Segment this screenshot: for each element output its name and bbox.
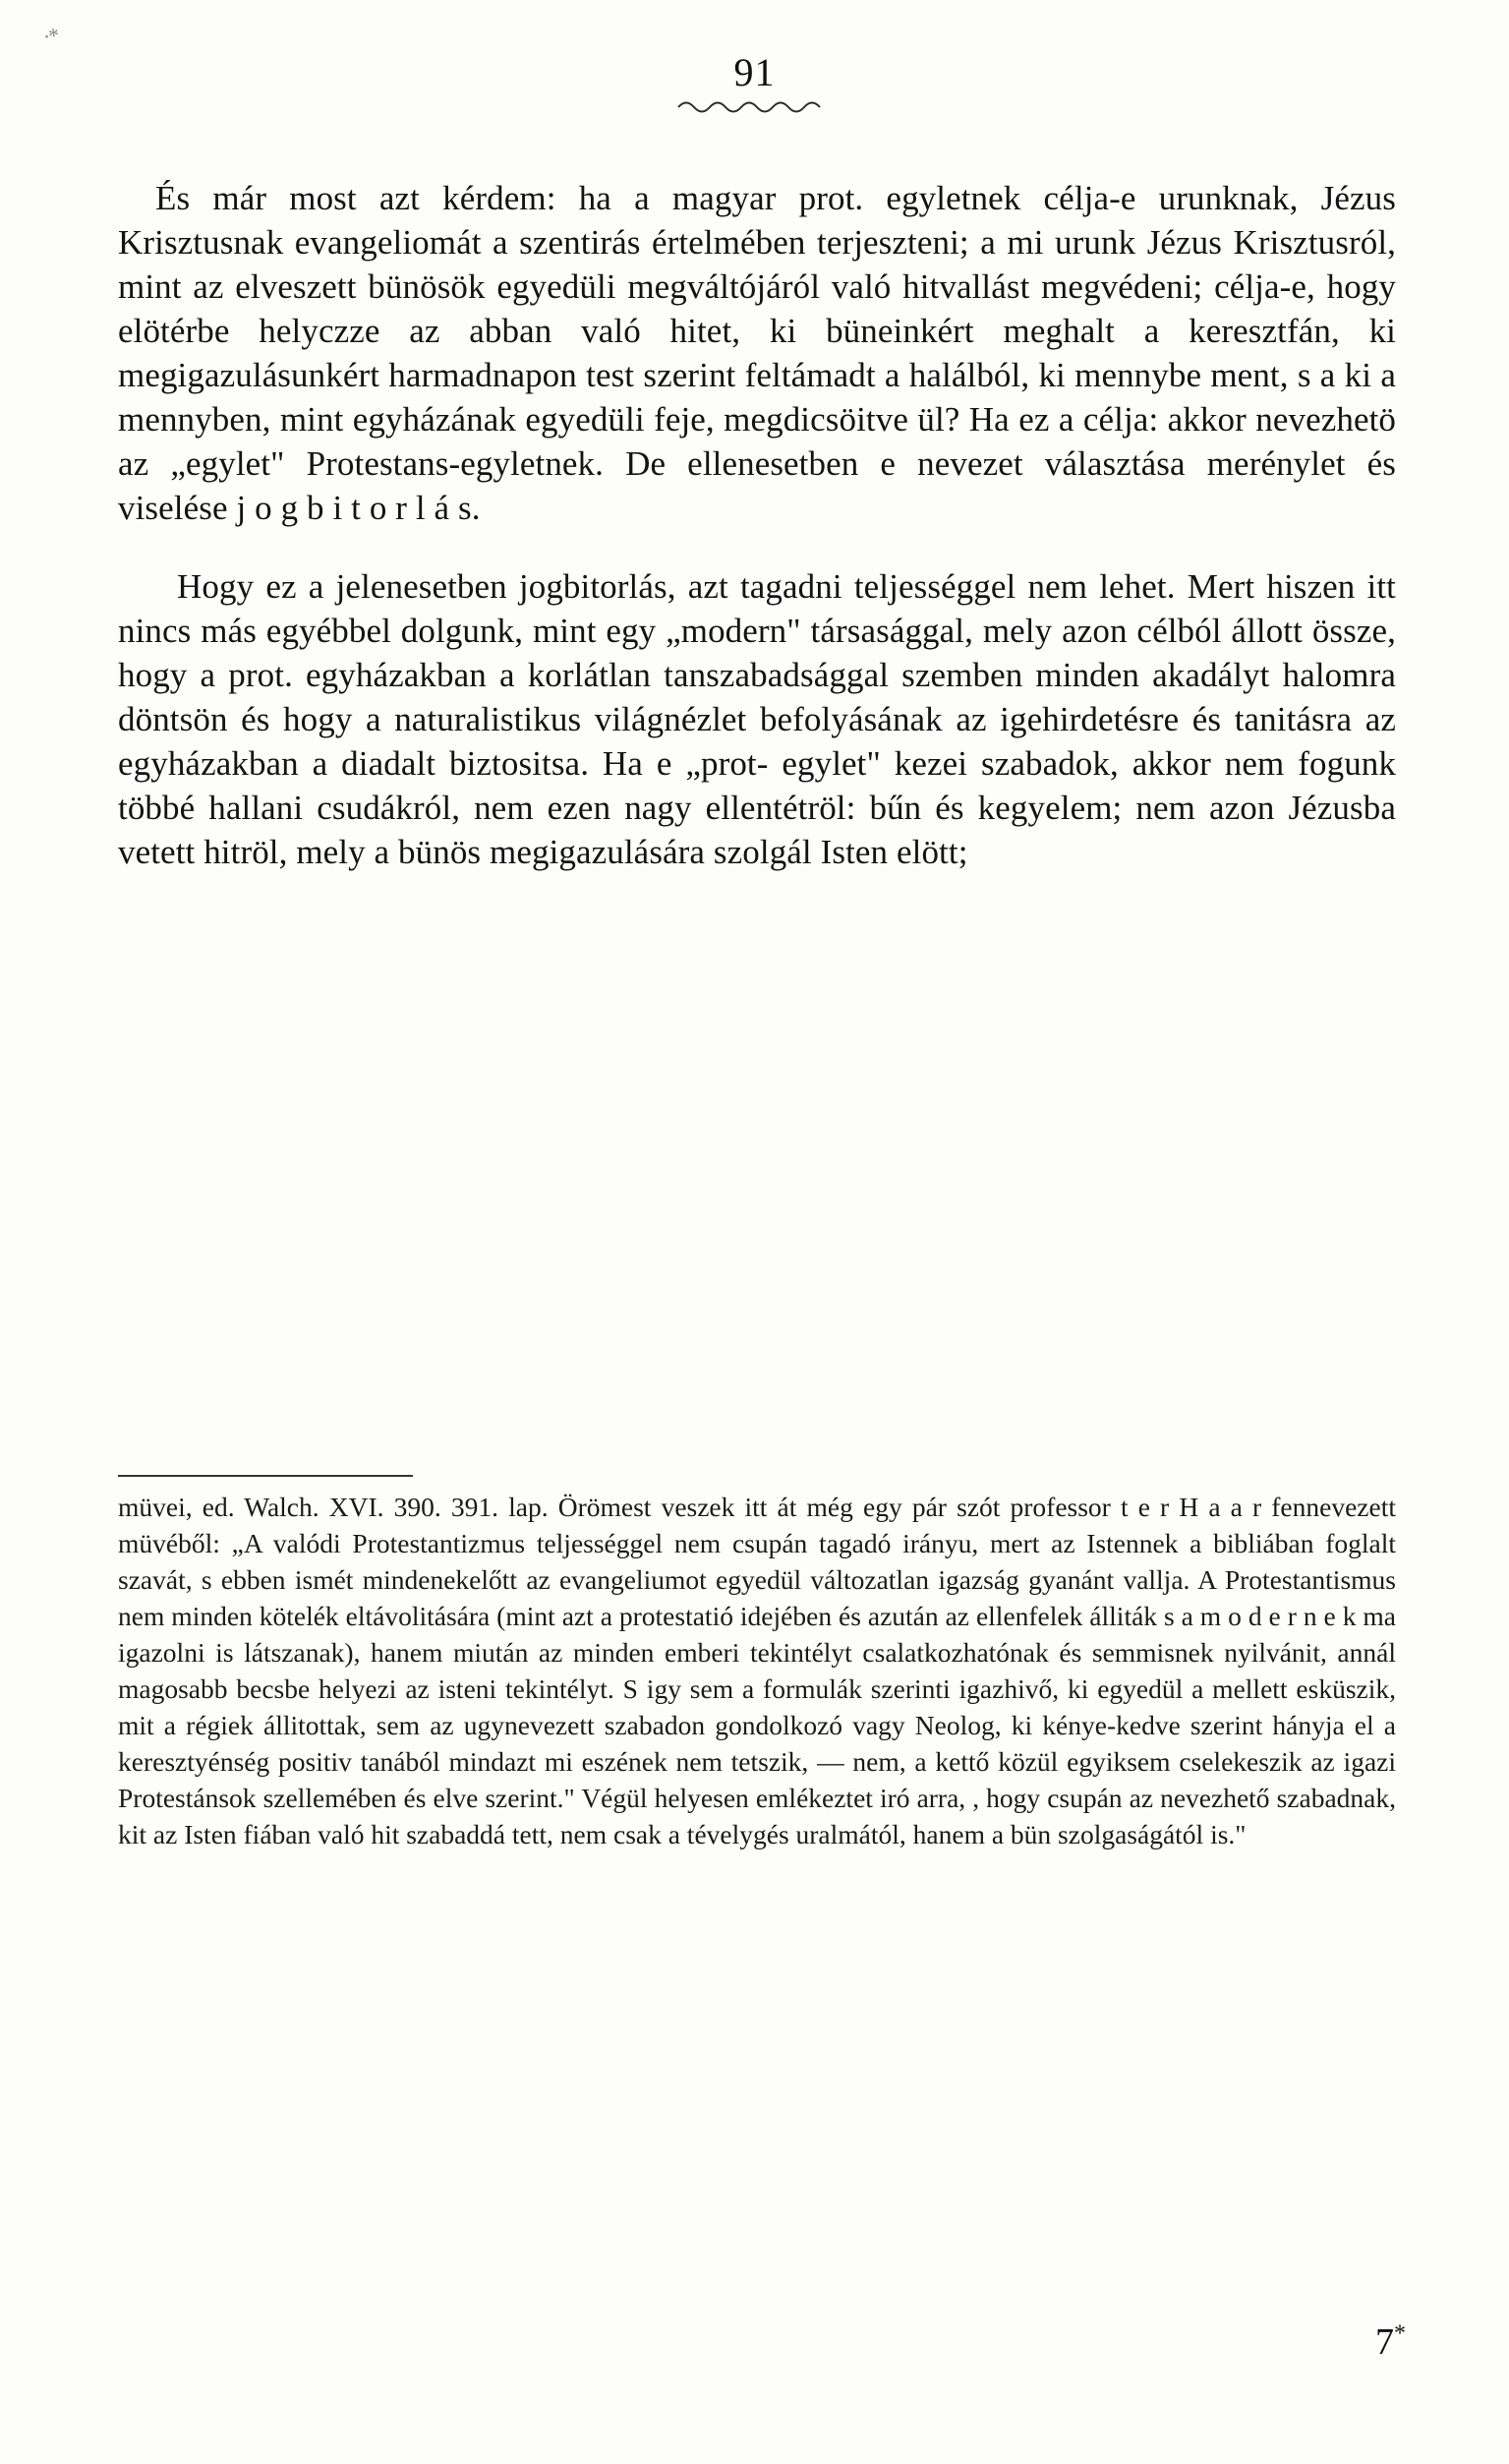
paragraph-1: És már most azt kérdem: ha a magyar prot. egyletnek célja-e urunknak, Jézus Krisztusnak evangeliomát a szentirás értelmében terjeszteni; a mi urunk Jézus Krisztusról, mint az elveszett bünösök egyedüli megváltójáról való hitvallást megvédeni; célja-e, hogy elötérbe helyczze az abban való hitet, ki büneinkért meghalt a keresztfán, ki megigazulásunkért harmadnapon test szerint feltámadt a halálból, ki mennybe ment, s a ki a mennyben, mint egyházának egyedüli feje, megdicsöitve ül? Ha ez a célja: akkor nevezhetö az „egylet" Protestans-egyletnek. De ellenesetben e nevezet választása merénylet és viselése j o g b i t o r l á s. [118, 179, 1396, 527]
page-number: 91 [733, 50, 776, 94]
signature-mark [0, 2320, 1406, 2364]
footnote-text: müvei, ed. Walch. XVI. 390. 391. lap. Örömest veszek itt át még egy pár szót professor t e r H a a r fennevezett müvéből: „A valódi Protestantizmus teljességgel nem csupán tagadó irányu, mert az Istennek a bibliában foglalt szavát, s ebben ismét mindenekelőtt az evangeliumot egyedül változatlan igazság gyanánt vallja. A Protestantismus nem minden kötelék eltávolitására (mint azt a protestatió idejében és azután az ellenfelek álliták s a m o d e r n e k ma igazolni is látszanak), hanem miután az minden emberi tekintélyt csalatkozhatónak és semmisnek nyilvánit, annál magosabb becsbe helyezi az isteni tekintélyt. S igy sem a formulák szerinti igazhivő, ki egyedül a mellett esküszik, mit a régiek állitottak, sem az ugynevezett szabadon gondolkozó vagy Neolog, ki kénye-kedve szerint hányja el a keresztyénség positiv tanából mindazt mi eszének nem tetszik, — nem, a kettő közül egyiksem cselekeszik az igazi Protestánsok szellemében és elve szerint." Végül helyesen emlékeztet iró arra, , hogy csupán az nevezhető szabadnak, kit az Isten fiában való hit szabaddá tett, nem csak a tévelygés uralmától, hanem a bün szolgaságától is." [118, 1492, 1396, 1849]
signature-number: 7 [1375, 2321, 1394, 2363]
page-number-header [0, 49, 1509, 113]
main-text-block [118, 143, 1396, 909]
footnote-divider [118, 1475, 413, 1477]
scan-corner-mark: ·* [41, 23, 59, 49]
decorative-squiggle-icon [676, 97, 834, 113]
paragraph-2: Hogy ez a jelenesetben jogbitorlás, azt tagadni teljességgel nem lehet. Mert hiszen itt nincs más egyébbel dolgunk, mint egy „modern" társasággal, mely azon célból állott össze, hogy a prot. egyházakban a korlátlan tanszabadsággal szemben minden akadályt halomra döntsön és hogy a naturalistikus világnézlet befolyásának az igehirdetésre és tanitásra az egyházakban a diadalt biztositsa. Ha e „prot- egylet" kezei szabadok, akkor nem fogunk többé hallani csudákról, nem ezen nagy ellentétröl: bűn és kegyelem; nem azon Jézusba vetett hitröl, mely a bünös megigazulására szolgál Isten elött; [118, 566, 1396, 871]
signature-asterisk: * [1394, 2320, 1406, 2347]
